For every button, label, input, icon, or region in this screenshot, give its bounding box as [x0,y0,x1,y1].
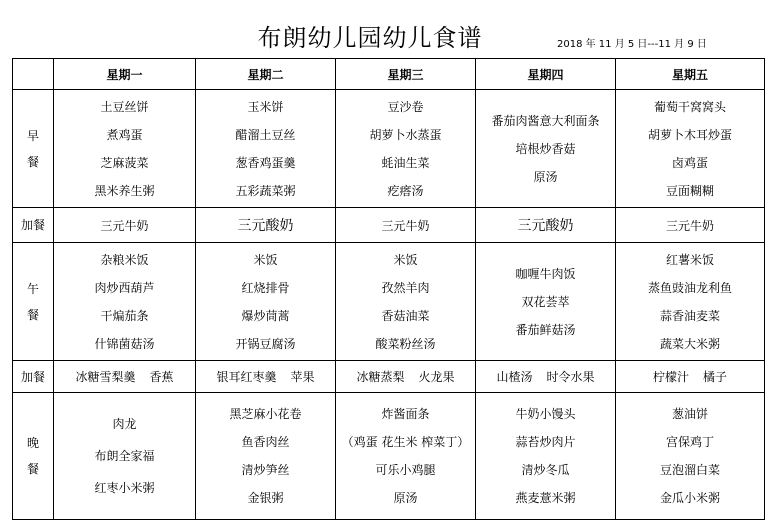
lunch-day-2 [196,243,336,361]
dish: 豆泡溜白菜 [659,463,720,477]
snack1-row [13,208,765,243]
snack2-label: 加餐 [13,361,54,393]
day-header-1: 星期一 [54,59,196,90]
dinner-day-1 [54,393,196,520]
dish: 布朗全家福 [94,449,155,463]
lunch-label: 午 餐 [13,243,54,361]
dish: 鱼香肉丝 [241,435,290,449]
day-header-3: 星期三 [336,59,476,90]
dinner-day-3 [336,393,476,520]
dinner-row [13,393,765,520]
dish: 玉米饼 [247,99,284,114]
lunch-day-3 [336,243,476,361]
dish: 杂粮米饭 [100,252,149,267]
day-header-4: 星期四 [476,59,616,90]
dish: 干煸茄条 [100,308,149,323]
snack-item: 时令水果 [546,370,595,384]
dish: 清炒冬瓜 [521,463,570,477]
dish: 金银粥 [247,491,284,505]
dish: 豆面糊糊 [665,183,714,198]
dish: 炸酱面条 [381,407,430,421]
header-corner-cell [13,59,54,90]
dish: 牛奶小馒头 [515,407,576,421]
dish: 黑米养生粥 [94,183,155,198]
dish: 葡萄干窝窝头 [653,99,726,114]
dish: 红烧排骨 [241,280,290,295]
dish: 香菇油菜 [381,308,430,323]
dish: 孜然羊肉 [381,280,430,295]
snack1-day-2: 三元酸奶 [196,208,336,243]
dish: 红薯米饭 [665,252,714,267]
dinner-label: 晚 餐 [13,393,54,520]
snack-item: 苹果 [290,370,315,384]
breakfast-day-5 [616,90,765,208]
breakfast-label: 早 餐 [13,90,54,208]
snack-item: 冰糖雪梨羹 [75,370,136,384]
dish: 醋溜土豆丝 [235,127,296,142]
breakfast-day-1 [54,90,196,208]
dish: 番茄肉酱意大利面条 [491,113,600,128]
snack2-day-4 [476,361,616,393]
dish: 五彩蔬菜粥 [235,183,296,198]
dish: 咖喱牛肉饭 [515,266,576,281]
dish: 米饭 [253,252,278,267]
dinner-day-2 [196,393,336,520]
dish: 卤鸡蛋 [671,155,708,170]
snack1-label: 加餐 [13,208,54,243]
dish: 葱油饼 [671,407,708,421]
snack2-day-2 [196,361,336,393]
dish: 燕麦薏米粥 [515,491,576,505]
snack2-day-5 [616,361,765,393]
snack-item: 银耳红枣羹 [216,370,277,384]
dish: 疙瘩汤 [387,183,424,198]
breakfast-day-4 [476,90,616,208]
dish: 原汤 [393,491,418,505]
dish: 肉炒西葫芦 [94,280,155,295]
dish: 黑芝麻小花卷 [229,407,302,421]
dish: 煮鸡蛋 [106,127,143,142]
snack1-day-3: 三元牛奶 [336,208,476,243]
dish: 宫保鸡丁 [665,435,714,449]
dish: 蒜苔炒肉片 [515,435,576,449]
snack-item: 山楂汤 [496,370,533,384]
breakfast-day-2 [196,90,336,208]
snack2-day-3 [336,361,476,393]
snack-item: 火龙果 [418,370,455,384]
dish: 红枣小米粥 [94,481,155,495]
dish: 酸菜粉丝汤 [375,336,436,351]
dish: 爆炒茼蒿 [241,308,290,323]
snack-item: 香蕉 [149,370,174,384]
dish: 葱香鸡蛋羹 [235,155,296,170]
dish: 可乐小鸡腿 [375,463,436,477]
dish: 土豆丝饼 [100,99,149,114]
lunch-row [13,243,765,361]
snack-item: 柠檬汁 [652,370,689,384]
dinner-day-4 [476,393,616,520]
dish: 金瓜小米粥 [659,491,720,505]
header-row [13,59,765,90]
dish: 蒜香油麦菜 [659,308,720,323]
date-range: 2018 年 11 月 5 日---11 月 9 日 [557,39,707,50]
menu-table [12,58,765,520]
dish: 培根炒香菇 [515,141,576,156]
page-title: 布朗幼儿园幼儿食谱 [257,24,483,52]
dish: 原汤 [533,169,558,184]
dish: 开锅豆腐汤 [235,336,296,351]
snack2-day-1 [54,361,196,393]
dish: 豆沙卷 [387,99,424,114]
dish: 番茄鲜菇汤 [515,322,576,337]
dish: 蔬菜大米粥 [659,336,720,351]
breakfast-row [13,90,765,208]
lunch-day-4 [476,243,616,361]
dinner-day-5 [616,393,765,520]
snack-item: 冰糖蒸梨 [356,370,405,384]
dish: 蒸鱼豉油龙利鱼 [647,280,732,295]
dish: 米饭 [393,252,418,267]
day-header-2: 星期二 [196,59,336,90]
dish: 肉龙 [112,417,137,431]
dish: 双花荟萃 [521,294,570,309]
dish: 胡萝卜木耳炒蛋 [647,127,732,142]
dish: 芝麻菠菜 [100,155,149,170]
dish: （鸡蛋 花生米 榨菜丁） [341,435,470,449]
dish: 清炒笋丝 [241,463,290,477]
snack-item: 橘子 [703,370,728,384]
lunch-day-1 [54,243,196,361]
dish: 胡萝卜水蒸蛋 [369,127,442,142]
day-header-5: 星期五 [616,59,765,90]
snack1-day-5: 三元牛奶 [616,208,765,243]
snack1-day-1: 三元牛奶 [54,208,196,243]
dish: 什锦菌菇汤 [94,336,155,351]
breakfast-day-3 [336,90,476,208]
snack2-row [13,361,765,393]
lunch-day-5 [616,243,765,361]
dish: 蚝油生菜 [381,155,430,170]
snack1-day-4: 三元酸奶 [476,208,616,243]
